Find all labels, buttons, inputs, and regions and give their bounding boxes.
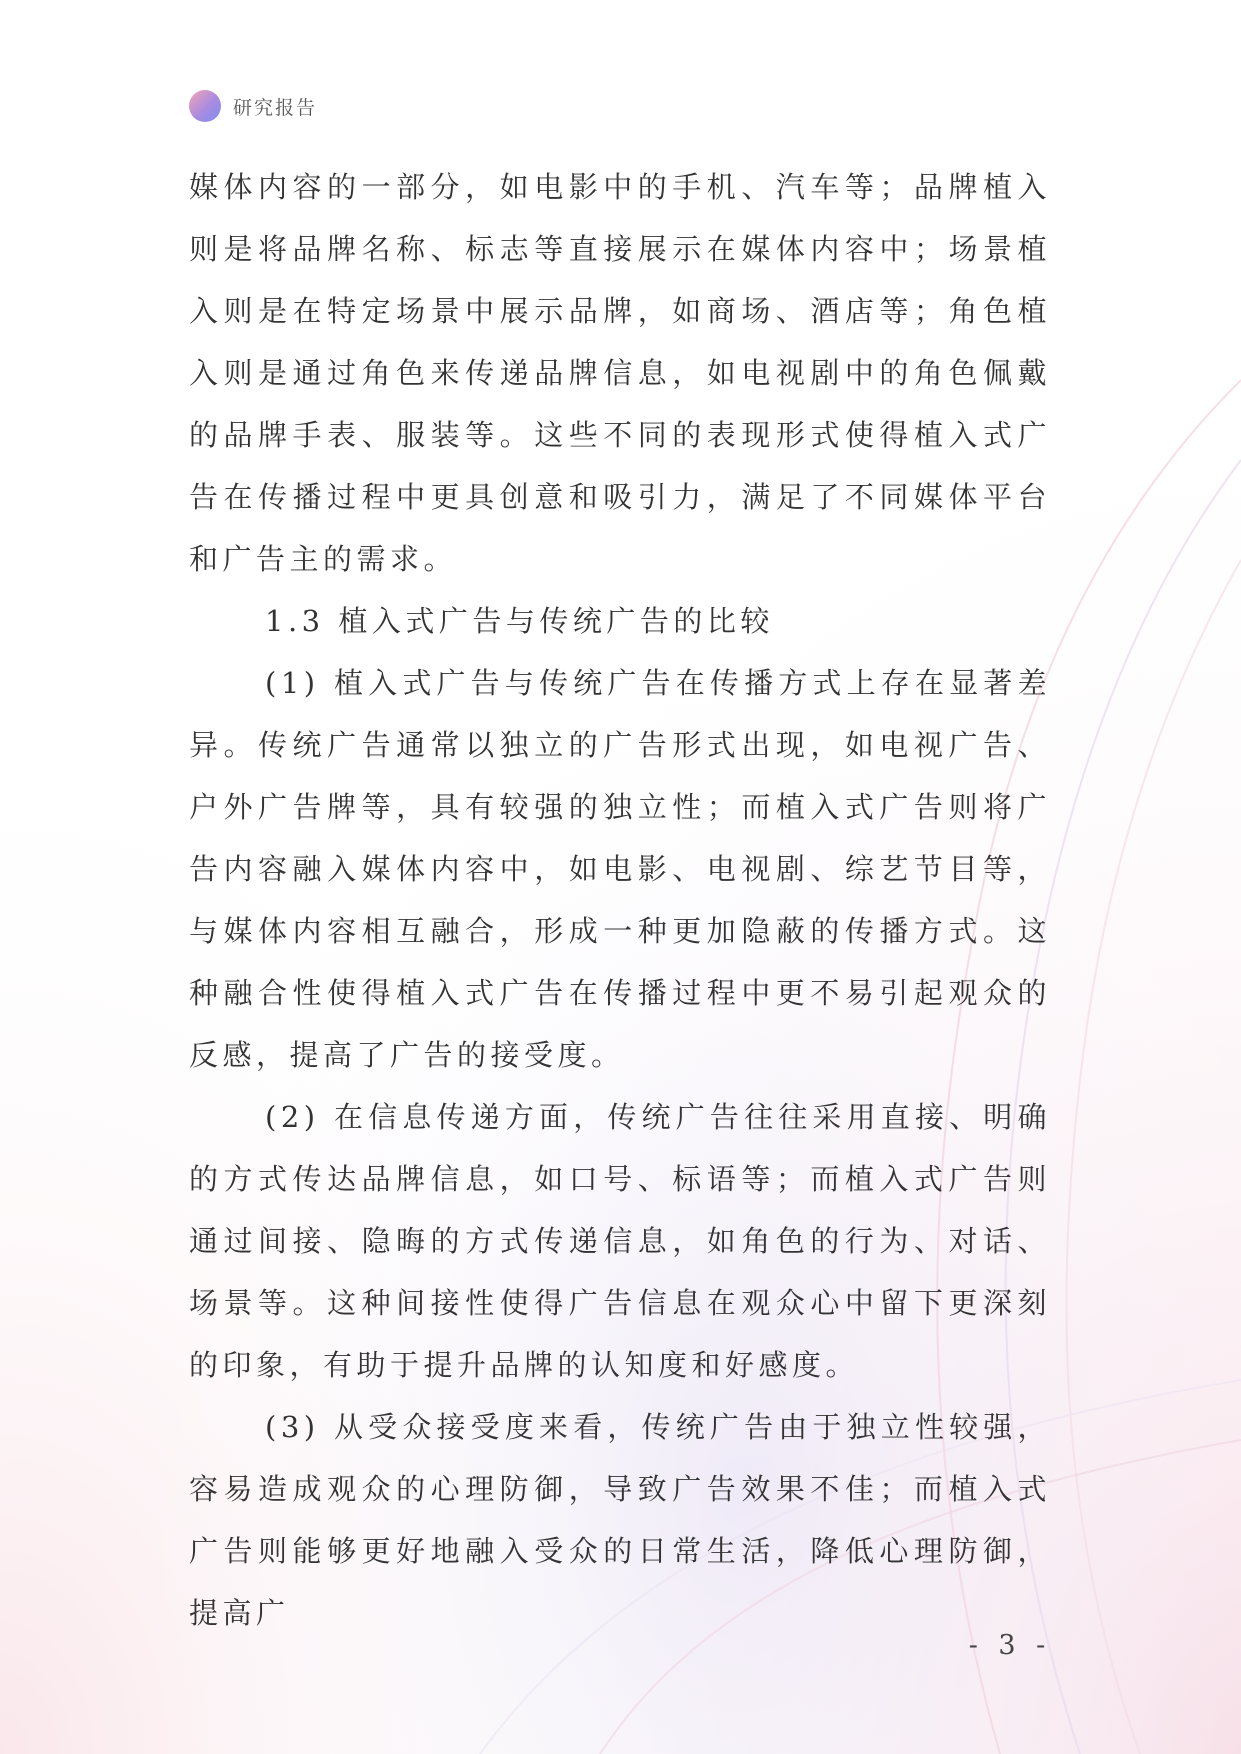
body-paragraph-3: (2) 在信息传递方面，传统广告往往采用直接、明确的方式传达品牌信息，如口号、标语等；而植入式广告则通过间接、隐晦的方式传递信息，如角色的行为、对话、场景等。这种间接性使得广告信息在观众心中留下更深刻的印象，有助于提升品牌的认知度和好感度。 — [189, 1100, 1051, 1382]
body-paragraph-4: (3) 从受众接受度来看，传统广告由于独立性较强，容易造成观众的心理防御，导致广告效果不佳；而植入式广告则能够更好地融入受众的日常生活，降低心理防御，提高广 — [189, 1410, 1051, 1630]
body-paragraph-2: (1) 植入式广告与传统广告在传播方式上存在显著差异。传统广告通常以独立的广告形式出现，如电视广告、户外广告牌等，具有较强的独立性；而植入式广告则将广告内容融入媒体内容中，如电影、电视剧、综艺节目等，与媒体内容相互融合，形成一种更加隐蔽的传播方式。这种融合性使得植入式广告在传播过程中更不易引起观众的反感，提高了广告的接受度。 — [189, 666, 1051, 1072]
body-paragraph-1: 媒体内容的一部分，如电影中的手机、汽车等；品牌植入则是将品牌名称、标志等直接展示在媒体内容中；场景植入则是在特定场景中展示品牌，如商场、酒店等；角色植入则是通过角色来传递品牌信息，如电视剧中的角色佩戴的品牌手表、服装等。这些不同的表现形式使得植入式广告在传播过程中更具创意和吸引力，满足了不同媒体平台和广告主的需求。 — [189, 170, 1051, 576]
section-heading: 1.3 植入式广告与传统广告的比较 — [265, 604, 774, 638]
page-number: - 3 - — [968, 1630, 1052, 1661]
document-body — [189, 156, 1051, 1644]
header-title: 研究报告 — [233, 96, 318, 119]
document-header — [189, 89, 317, 123]
report-logo-icon — [189, 90, 221, 122]
